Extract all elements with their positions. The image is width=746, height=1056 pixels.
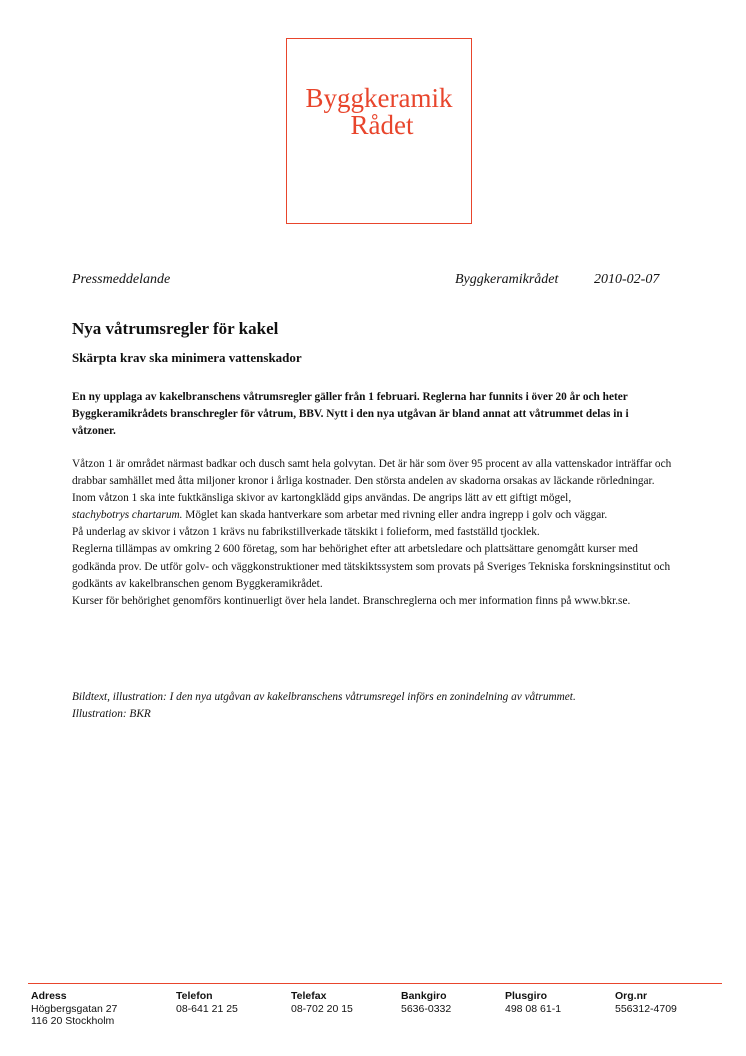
logo-line-1: Byggkeramik [305,83,453,113]
mold-species: stachybotrys chartarum. [72,509,183,522]
paragraph-4: Reglerna tillämpas av omkring 2 600 företag, som har behörighet efter att arbetsledare och plattsättare genomgått kurser med godkända prov. De utför golv- och väggkonstruktioner med tätskiktssystem som provats på Sveriges Tekniska forskningsinstitut och godkänts av kakelbranschen genom Byggkeramikrådet. [72,543,671,590]
fax-label: Telefax [291,990,327,1002]
paragraph-2 [72,490,672,524]
bankgiro-label: Bankgiro [401,990,447,1002]
orgnr-value: 556312-4709 [615,1002,677,1015]
footer-fax [291,990,353,1015]
footer-phone [176,990,238,1015]
footer-divider [28,983,722,984]
paragraph-5: Kurser för behörighet genomförs kontinuerligt över hela landet. Branschreglerna och mer information finns på www.bkr.se. [72,594,631,607]
address-label: Adress [31,990,67,1002]
orgnr-label: Org.nr [615,990,648,1002]
paragraph-1: Våtzon 1 är området närmast badkar och dusch samt hela golvytan. Det är här som över 95 procent av alla vattenskador inträffar och drabbar samhället med åtta miljoner kronor i årliga kostnader. Den största andelen av skadorna orsakas av läckande rörledningar. [72,458,672,488]
fax-value: 08-702 20 15 [291,1002,353,1015]
plusgiro-label: Plusgiro [505,990,548,1002]
organization-name: Byggkeramikrådet [455,272,559,287]
paragraph-3: På underlag av skivor i våtzon 1 krävs nu fabrikstillverkade tätskikt i folieform, med fastställd tjocklek. [72,526,540,539]
caption-line-1: Bildtext, illustration: I den nya utgåvan av kakelbranschens våtrumsregel införs en zonindelning av våtrummet. [72,691,576,703]
paragraph-2-start: Inom våtzon 1 ska inte fuktkänsliga skivor av kartongklädd gips användas. De angrips lätt av ett giftigt mögel, [72,492,572,505]
footer-orgnr [615,990,677,1015]
doc-type: Pressmeddelande [72,272,171,287]
phone-value: 08-641 21 25 [176,1002,238,1015]
logo [286,38,472,224]
address-street: Högbergsgatan 27 [31,1002,118,1015]
body-text [72,456,672,610]
press-date: 2010-02-07 [594,272,660,287]
subheadline: Skärpta krav ska minimera vattenskador [72,350,302,365]
footer-address [31,990,117,1028]
logo-line-2: Rådet [350,110,414,140]
caption-line-2: Illustration: BKR [72,708,151,720]
image-caption [72,689,672,723]
plusgiro-value: 498 08 61-1 [505,1002,562,1015]
footer-plusgiro [505,990,561,1015]
bankgiro-value: 5636-0332 [401,1002,452,1015]
lead-paragraph: En ny upplaga av kakelbranschens våtrumsregler gäller från 1 februari. Reglerna har funnits i över 20 år och heter Byggkeramikrådets branschregler för våtrum, BBV. Nytt i den nya utgåvan är bland annat att våtrummet delas in i våtzoner. [72,391,629,437]
address-city: 116 20 Stockholm [31,1015,115,1027]
paragraph-2-end: Möglet kan skada hantverkare som arbetar med rivning eller andra ingrepp i golv och väggar. [185,509,608,522]
logo-text [287,85,471,139]
phone-label: Telefon [176,990,213,1002]
footer-bankgiro [401,990,451,1015]
headline: Nya våtrumsregler för kakel [72,319,279,338]
